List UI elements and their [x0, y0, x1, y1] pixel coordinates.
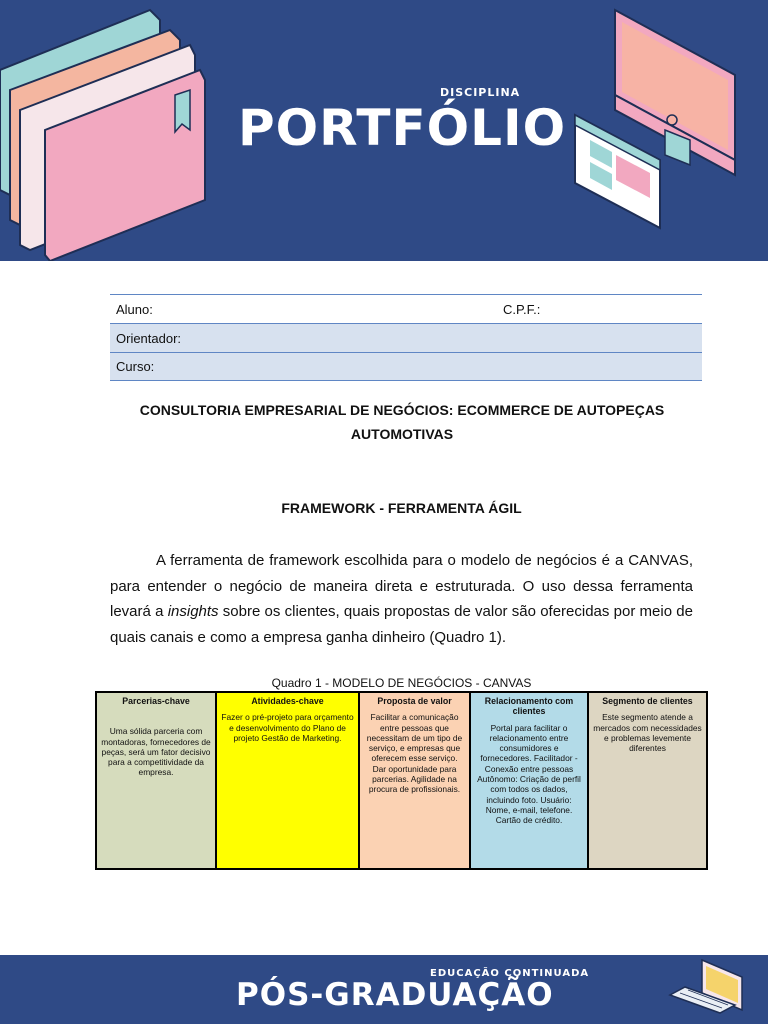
folder-stack-icon [0, 10, 205, 261]
student-info-table [110, 294, 702, 381]
cpf-label: C.P.F.: [503, 301, 541, 317]
orientador-label: Orientador: [116, 330, 182, 346]
footer-title: PÓS-GRADUAÇÃO [236, 977, 554, 1013]
paragraph-text-1: A ferramenta de framework escolhida para o modelo de negócios é a CANVAS, para entender o negócio de maneira direta e estruturada. O uso dessa ferramenta levará a [110, 552, 693, 620]
section-title: FRAMEWORK - FERRAMENTA ÁGIL [281, 500, 522, 516]
info-row-aluno [110, 294, 702, 323]
info-row-orientador [110, 323, 702, 352]
computer-keyboard-icon [660, 955, 768, 1024]
column-header: Proposta de valor [377, 696, 452, 706]
curso-label: Curso: [116, 359, 155, 374]
body-paragraph [110, 548, 693, 650]
paragraph-text-2: sobre os clientes, quais propostas de valor são oferecidas por meio de quais canais e como a empresa ganha dinheiro (Quadro 1). [110, 603, 693, 646]
header-title: PORTFÓLIO [238, 99, 567, 157]
header-kicker: DISCIPLINA [440, 86, 521, 99]
browser-window-icon [575, 115, 660, 228]
column-header: Segmento de clientes [602, 696, 693, 706]
table-caption: Quadro 1 - MODELO DE NEGÓCIOS - CANVAS [271, 676, 532, 690]
info-row-curso [110, 352, 702, 381]
paragraph-italic: insights [167, 603, 219, 620]
column-body: Este segmento atende a mercados com necessidades e problemas levemente diferentes [593, 712, 702, 754]
column-body: Portal para facilitar o relacionamento entre consumidores e fornecedores. Facilitador -Conexão entre pessoas Autônomo: Criação de perfil com todos os dados, incluindo foto. Usuário: Nome, e-mail, telefone. Cartão de crédito. [477, 722, 581, 826]
canvas-column-segmento [589, 693, 706, 868]
aluno-label: Aluno: [116, 301, 153, 317]
footer-banner [0, 955, 768, 1024]
footer-kicker: EDUCAÇÃO CONTINUADA [430, 968, 590, 979]
canvas-table [95, 691, 708, 870]
canvas-column-parcerias [97, 693, 217, 868]
column-header: Parcerias-chave [122, 696, 190, 706]
canvas-column-atividades [217, 693, 360, 868]
header-banner [0, 0, 768, 261]
column-body: Fazer o pré-projeto para orçamento e desenvolvimento do Plano de projeto Gestão de Marketing. [221, 712, 354, 743]
column-body: Uma sólida parceria com montadoras, fornecedores de peças, será um fator decisivo para a competitividade da empresa. [101, 726, 211, 778]
canvas-column-relacionamento [471, 693, 589, 868]
column-header: Atividades-chave [251, 696, 324, 706]
document-title: CONSULTORIA EMPRESARIAL DE NEGÓCIOS: ECOMMERCE DE AUTOPEÇAS AUTOMOTIVAS [139, 402, 665, 442]
column-body: Facilitar a comunicação entre pessoas que necessitam de um tipo de serviço, e empresas que oferecem esse serviço. Dar oportunidade para parcerias. Agilidade na procura de profissionais. [366, 712, 463, 795]
canvas-column-proposta [360, 693, 471, 868]
column-header: Relacionamento com clientes [484, 696, 574, 717]
